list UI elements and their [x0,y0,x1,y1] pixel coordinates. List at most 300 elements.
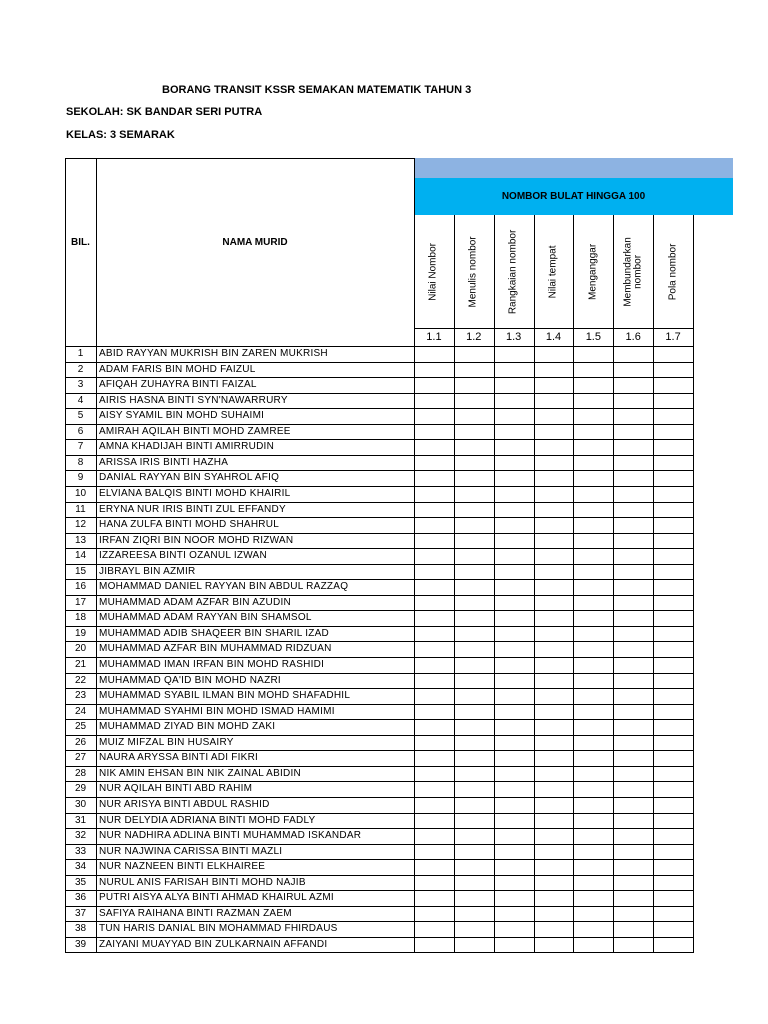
score-cell[interactable] [495,471,534,486]
score-cell[interactable] [455,705,494,720]
score-cell[interactable] [415,518,454,533]
score-cell[interactable] [535,471,574,486]
score-cell[interactable] [574,378,613,393]
score-cell[interactable] [415,938,454,953]
score-cell[interactable] [535,736,574,751]
score-cell[interactable] [415,347,454,362]
score-cell[interactable] [535,611,574,626]
score-cell[interactable] [455,751,494,766]
score-cell[interactable] [455,860,494,875]
score-cell[interactable] [654,751,693,766]
score-cell[interactable] [495,751,534,766]
score-cell[interactable] [614,347,653,362]
score-cell[interactable] [415,394,454,409]
score-cell[interactable] [495,503,534,518]
score-cell[interactable] [574,611,613,626]
score-cell[interactable] [455,627,494,642]
score-cell[interactable] [455,394,494,409]
score-cell[interactable] [614,658,653,673]
score-cell[interactable] [654,642,693,657]
score-cell[interactable] [574,876,613,891]
score-cell[interactable] [455,503,494,518]
score-cell[interactable] [535,425,574,440]
grid-line [65,439,694,440]
score-cell[interactable] [455,487,494,502]
score-cell[interactable] [574,627,613,642]
score-cell[interactable] [654,503,693,518]
score-cell[interactable] [574,580,613,595]
score-cell[interactable] [535,907,574,922]
score-cell[interactable] [415,876,454,891]
score-cell[interactable] [614,720,653,735]
score-cell[interactable] [455,767,494,782]
score-cell[interactable] [654,782,693,797]
grid-line [65,813,694,814]
score-cell[interactable] [455,674,494,689]
score-cell[interactable] [574,767,613,782]
score-cell[interactable] [495,534,534,549]
score-cell[interactable] [614,922,653,937]
score-cell[interactable] [415,409,454,424]
score-cell[interactable] [654,456,693,471]
score-cell[interactable] [654,534,693,549]
score-cell[interactable] [574,938,613,953]
score-cell[interactable] [495,829,534,844]
school-name: SEKOLAH: SK BANDAR SERI PUTRA [66,106,263,118]
score-cell[interactable] [495,549,534,564]
score-cell[interactable] [614,814,653,829]
score-cell[interactable] [495,456,534,471]
score-cell[interactable] [574,814,613,829]
score-cell[interactable] [415,627,454,642]
score-cell[interactable] [415,720,454,735]
score-cell[interactable] [574,363,613,378]
score-cell[interactable] [574,751,613,766]
student-name: NUR NADHIRA ADLINA BINTI MUHAMMAD ISKANDAR [99,830,362,842]
score-cell[interactable] [535,814,574,829]
score-cell[interactable] [455,378,494,393]
score-cell[interactable] [535,565,574,580]
score-cell[interactable] [614,363,653,378]
score-cell[interactable] [415,471,454,486]
score-cell[interactable] [535,487,574,502]
score-cell[interactable] [535,642,574,657]
score-cell[interactable] [455,798,494,813]
score-cell[interactable] [574,782,613,797]
score-cell[interactable] [495,580,534,595]
score-cell[interactable] [535,891,574,906]
score-cell[interactable] [614,549,653,564]
score-cell[interactable] [654,565,693,580]
score-cell[interactable] [495,720,534,735]
score-cell[interactable] [654,705,693,720]
score-cell[interactable] [535,845,574,860]
row-number: 2 [77,363,84,375]
score-cell[interactable] [455,425,494,440]
score-cell[interactable] [455,565,494,580]
score-cell[interactable] [654,394,693,409]
score-cell[interactable] [614,689,653,704]
score-cell[interactable] [614,409,653,424]
score-cell[interactable] [614,845,653,860]
score-cell[interactable] [574,534,613,549]
score-cell[interactable] [654,611,693,626]
score-cell[interactable] [495,876,534,891]
score-cell[interactable] [495,425,534,440]
score-cell[interactable] [614,876,653,891]
student-name: NURUL ANIS FARISAH BINTI MOHD NAJIB [99,876,306,888]
row-number: 34 [74,861,87,873]
score-cell[interactable] [415,425,454,440]
score-cell[interactable] [415,751,454,766]
score-cell[interactable] [495,627,534,642]
score-cell[interactable] [654,922,693,937]
score-cell[interactable] [654,580,693,595]
score-cell[interactable] [495,378,534,393]
score-cell[interactable] [415,642,454,657]
score-cell[interactable] [614,596,653,611]
score-cell[interactable] [535,705,574,720]
score-cell[interactable] [495,907,534,922]
score-cell[interactable] [614,487,653,502]
score-cell[interactable] [455,347,494,362]
score-cell[interactable] [614,782,653,797]
score-cell[interactable] [574,736,613,751]
row-number: 35 [74,876,87,888]
score-cell[interactable] [495,363,534,378]
score-cell[interactable] [495,596,534,611]
score-cell[interactable] [415,596,454,611]
score-cell[interactable] [654,627,693,642]
score-cell[interactable] [574,907,613,922]
score-cell[interactable] [614,503,653,518]
score-cell[interactable] [415,487,454,502]
score-cell[interactable] [574,922,613,937]
score-cell[interactable] [614,627,653,642]
grid-line [414,158,415,953]
score-cell[interactable] [574,487,613,502]
score-cell[interactable] [415,798,454,813]
score-cell[interactable] [415,736,454,751]
score-cell[interactable] [495,440,534,455]
score-cell[interactable] [535,674,574,689]
score-cell[interactable] [614,471,653,486]
score-cell[interactable] [415,705,454,720]
score-cell[interactable] [654,767,693,782]
score-cell[interactable] [415,580,454,595]
score-cell[interactable] [455,829,494,844]
score-cell[interactable] [574,565,613,580]
score-cell[interactable] [455,736,494,751]
score-cell[interactable] [455,456,494,471]
score-cell[interactable] [535,627,574,642]
score-cell[interactable] [495,860,534,875]
grid-line [65,906,694,907]
score-cell[interactable] [574,456,613,471]
score-cell[interactable] [455,363,494,378]
score-cell[interactable] [495,845,534,860]
score-cell[interactable] [535,922,574,937]
score-cell[interactable] [495,658,534,673]
score-cell[interactable] [415,440,454,455]
score-cell[interactable] [495,409,534,424]
score-cell[interactable] [535,347,574,362]
score-cell[interactable] [455,782,494,797]
score-cell[interactable] [654,409,693,424]
score-cell[interactable] [455,642,494,657]
score-cell[interactable] [574,425,613,440]
score-cell[interactable] [455,611,494,626]
score-cell[interactable] [654,891,693,906]
score-cell[interactable] [455,409,494,424]
student-name: IRFAN ZIQRI BIN NOOR MOHD RIZWAN [99,534,294,546]
score-cell[interactable] [574,860,613,875]
score-cell[interactable] [574,503,613,518]
score-cell[interactable] [415,378,454,393]
score-cell[interactable] [535,409,574,424]
score-cell[interactable] [495,736,534,751]
score-cell[interactable] [455,580,494,595]
score-cell[interactable] [574,440,613,455]
score-cell[interactable] [574,549,613,564]
score-cell[interactable] [654,845,693,860]
score-cell[interactable] [535,938,574,953]
score-cell[interactable] [574,409,613,424]
score-cell[interactable] [654,440,693,455]
score-cell[interactable] [535,503,574,518]
score-cell[interactable] [614,534,653,549]
score-cell[interactable] [654,549,693,564]
score-cell[interactable] [455,907,494,922]
grid-line [65,952,694,953]
score-cell[interactable] [614,798,653,813]
score-cell[interactable] [614,440,653,455]
score-cell[interactable] [574,596,613,611]
score-cell[interactable] [535,658,574,673]
score-cell[interactable] [495,565,534,580]
score-cell[interactable] [535,378,574,393]
score-cell[interactable] [455,518,494,533]
score-cell[interactable] [415,767,454,782]
score-cell[interactable] [495,782,534,797]
score-cell[interactable] [415,922,454,937]
score-cell[interactable] [415,363,454,378]
score-cell[interactable] [614,860,653,875]
row-number: 12 [74,519,87,531]
score-cell[interactable] [455,720,494,735]
score-cell[interactable] [535,394,574,409]
score-cell[interactable] [535,596,574,611]
score-cell[interactable] [535,751,574,766]
score-cell[interactable] [614,751,653,766]
score-cell[interactable] [455,814,494,829]
score-cell[interactable] [654,829,693,844]
score-cell[interactable] [455,845,494,860]
score-cell[interactable] [455,689,494,704]
row-number: 39 [74,938,87,950]
score-cell[interactable] [495,394,534,409]
score-cell[interactable] [535,860,574,875]
score-cell[interactable] [654,814,693,829]
score-cell[interactable] [455,471,494,486]
score-cell[interactable] [614,767,653,782]
score-cell[interactable] [654,347,693,362]
score-cell[interactable] [415,860,454,875]
row-number: 28 [74,767,87,779]
score-cell[interactable] [495,518,534,533]
score-cell[interactable] [574,891,613,906]
student-name: AFIQAH ZUHAYRA BINTI FAIZAL [99,379,257,391]
score-cell[interactable] [535,720,574,735]
score-cell[interactable] [415,814,454,829]
score-cell[interactable] [455,891,494,906]
score-cell[interactable] [495,705,534,720]
score-cell[interactable] [574,845,613,860]
score-cell[interactable] [495,922,534,937]
score-cell[interactable] [495,814,534,829]
score-cell[interactable] [574,471,613,486]
score-cell[interactable] [495,674,534,689]
grid-line [96,158,97,953]
score-cell[interactable] [654,363,693,378]
score-cell[interactable] [614,611,653,626]
row-number: 1 [77,348,84,359]
score-cell[interactable] [455,922,494,937]
score-cell[interactable] [654,907,693,922]
score-cell[interactable] [415,845,454,860]
score-cell[interactable] [415,503,454,518]
score-cell[interactable] [455,876,494,891]
score-cell[interactable] [574,347,613,362]
score-cell[interactable] [535,798,574,813]
score-cell[interactable] [614,674,653,689]
score-cell[interactable] [415,534,454,549]
score-cell[interactable] [415,907,454,922]
score-cell[interactable] [535,876,574,891]
score-cell[interactable] [535,782,574,797]
score-cell[interactable] [654,378,693,393]
row-number: 31 [74,814,87,826]
score-cell[interactable] [495,642,534,657]
score-cell[interactable] [495,487,534,502]
score-cell[interactable] [415,829,454,844]
score-cell[interactable] [495,891,534,906]
score-cell[interactable] [495,611,534,626]
score-cell[interactable] [415,782,454,797]
score-cell[interactable] [614,907,653,922]
score-cell[interactable] [614,580,653,595]
score-cell[interactable] [535,440,574,455]
skill-code-1: 1.1 [426,331,442,343]
score-cell[interactable] [654,798,693,813]
score-cell[interactable] [654,720,693,735]
score-cell[interactable] [574,642,613,657]
score-cell[interactable] [574,720,613,735]
score-cell[interactable] [654,596,693,611]
score-cell[interactable] [574,798,613,813]
score-cell[interactable] [654,876,693,891]
score-cell[interactable] [535,534,574,549]
score-cell[interactable] [495,689,534,704]
score-cell[interactable] [415,565,454,580]
score-cell[interactable] [415,674,454,689]
score-cell[interactable] [654,938,693,953]
score-cell[interactable] [535,580,574,595]
score-cell[interactable] [614,891,653,906]
student-name: SAFIYA RAIHANA BINTI RAZMAN ZAEM [99,907,292,919]
score-cell[interactable] [574,689,613,704]
score-cell[interactable] [535,363,574,378]
score-cell[interactable] [614,456,653,471]
score-cell[interactable] [455,440,494,455]
row-number: 8 [77,456,84,468]
score-cell[interactable] [455,658,494,673]
score-cell[interactable] [614,736,653,751]
score-cell[interactable] [415,689,454,704]
score-cell[interactable] [654,736,693,751]
score-cell[interactable] [495,347,534,362]
score-cell[interactable] [455,596,494,611]
score-cell[interactable] [654,518,693,533]
score-cell[interactable] [614,518,653,533]
score-cell[interactable] [495,767,534,782]
score-cell[interactable] [574,518,613,533]
score-cell[interactable] [535,549,574,564]
score-cell[interactable] [614,378,653,393]
score-cell[interactable] [574,829,613,844]
score-cell[interactable] [654,425,693,440]
score-cell[interactable] [614,938,653,953]
score-cell[interactable] [614,705,653,720]
score-cell[interactable] [574,394,613,409]
score-cell[interactable] [654,689,693,704]
score-cell[interactable] [535,767,574,782]
score-cell[interactable] [535,456,574,471]
score-cell[interactable] [614,565,653,580]
student-name: TUN HARIS DANIAL BIN MOHAMMAD FHIRDAUS [99,923,338,935]
score-cell[interactable] [654,674,693,689]
score-cell[interactable] [654,658,693,673]
score-cell[interactable] [535,829,574,844]
score-cell[interactable] [614,394,653,409]
score-cell[interactable] [574,705,613,720]
score-cell[interactable] [535,689,574,704]
score-cell[interactable] [495,938,534,953]
score-cell[interactable] [574,658,613,673]
score-cell[interactable] [614,425,653,440]
score-cell[interactable] [415,456,454,471]
score-cell[interactable] [455,938,494,953]
score-cell[interactable] [614,829,653,844]
score-cell[interactable] [415,891,454,906]
score-cell[interactable] [495,798,534,813]
score-cell[interactable] [614,642,653,657]
score-cell[interactable] [455,549,494,564]
student-name: MUHAMMAD ADAM AZFAR BIN AZUDIN [99,596,291,608]
grid-line [65,158,66,953]
score-cell[interactable] [455,534,494,549]
score-cell[interactable] [535,518,574,533]
grid-line [65,517,694,518]
score-cell[interactable] [415,549,454,564]
score-cell[interactable] [654,860,693,875]
score-cell[interactable] [415,611,454,626]
score-cell[interactable] [654,487,693,502]
score-cell[interactable] [415,658,454,673]
score-cell[interactable] [654,471,693,486]
score-cell[interactable] [574,674,613,689]
row-number: 37 [74,907,87,919]
